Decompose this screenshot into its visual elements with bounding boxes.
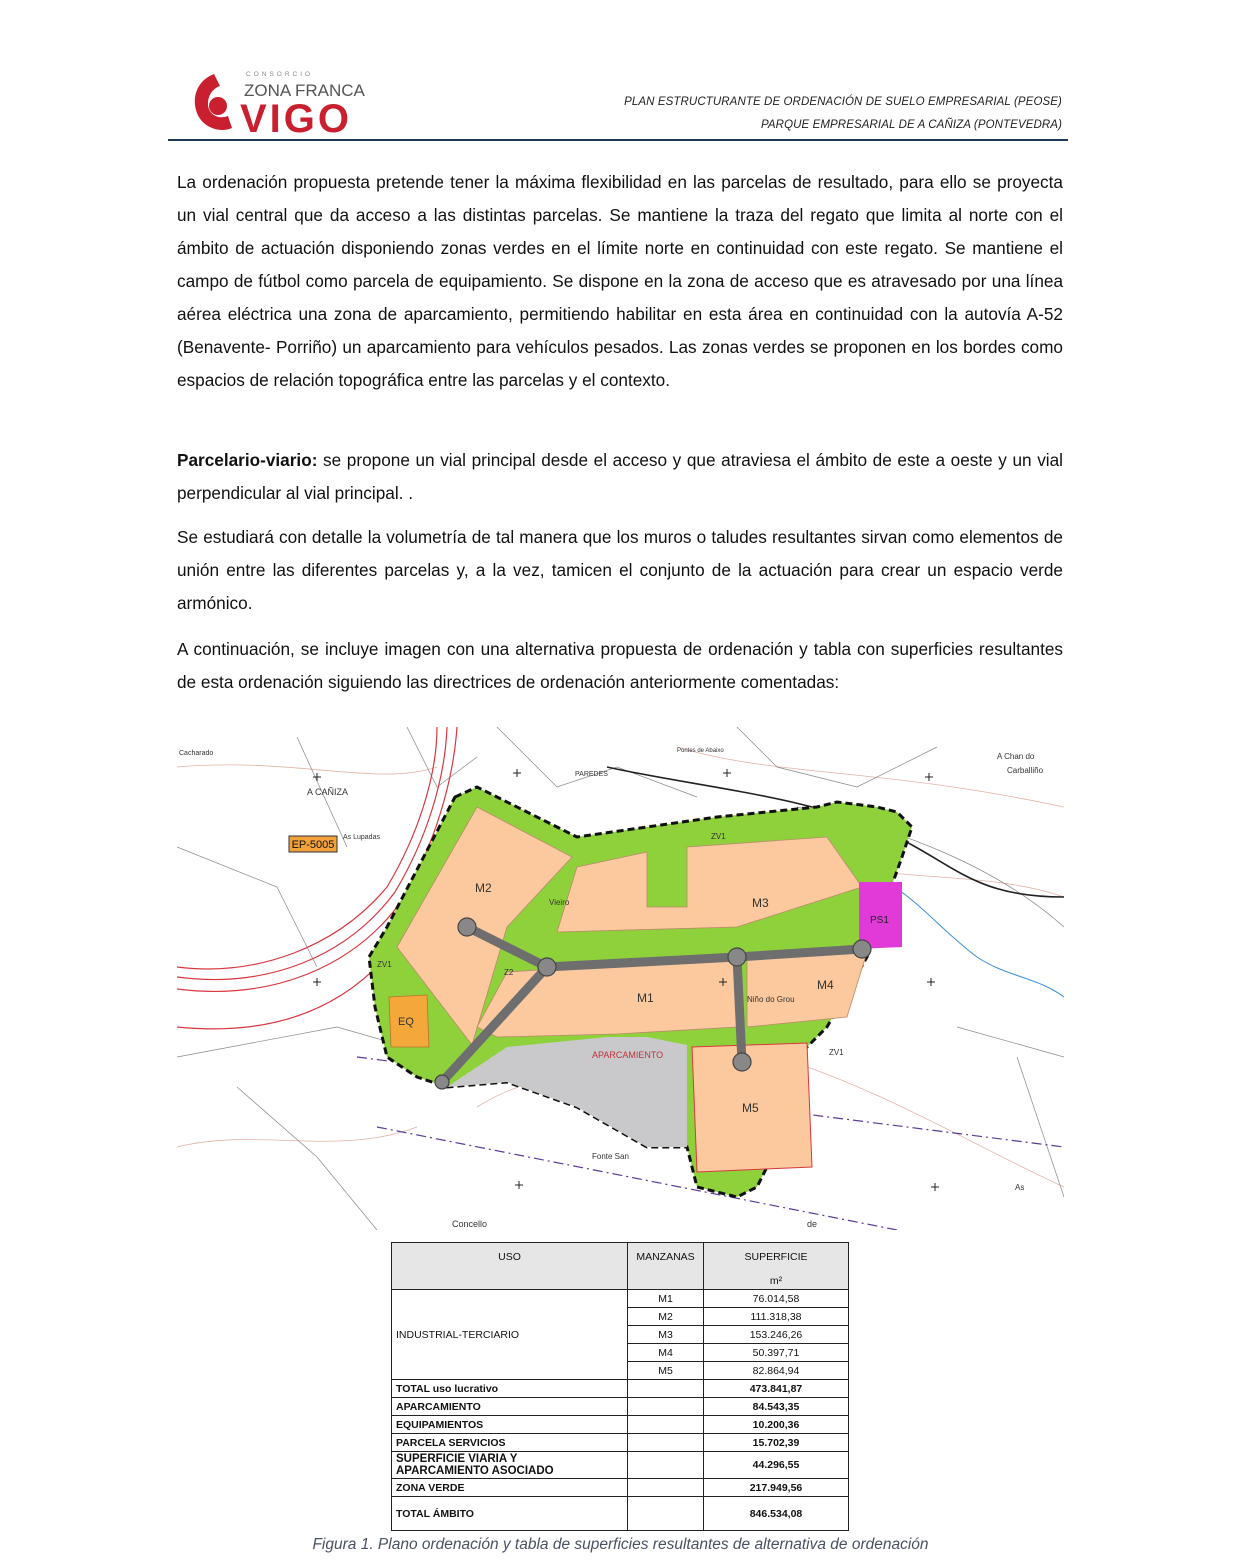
label-zv1-north: ZV1	[711, 832, 726, 841]
label-zv1-east: ZV1	[829, 1048, 844, 1057]
row-value: 84.543,35	[704, 1398, 849, 1416]
manzana-cell: M3	[628, 1326, 704, 1344]
label-concello: Concello	[452, 1219, 488, 1229]
row-label: SUPERFICIE VIARIA Y APARCAMIENTO ASOCIADO	[392, 1452, 628, 1479]
row-value: 846.534,08	[704, 1497, 849, 1531]
site-plan-svg	[177, 727, 1064, 1230]
label-as: As	[1015, 1183, 1025, 1192]
svg-text:ZONA FRANCA: ZONA FRANCA	[244, 81, 365, 100]
table-header-row	[392, 1243, 849, 1290]
figure-caption: Figura 1. Plano ordenación y tabla de superficies resultantes de alternativa de ordenación	[312, 1536, 929, 1553]
header-superficie: SUPERFICIE m²	[704, 1243, 849, 1290]
paragraph-parcelario-viario: Parcelario-viario: se propone un vial principal desde el acceso y que atraviesa el ámbito de este a oeste y un vial perpendicular al vial principal. .	[177, 450, 1063, 503]
table-row-zona-verde	[392, 1479, 849, 1497]
row-value: 44.296,55	[704, 1452, 849, 1479]
page-header	[168, 62, 1068, 142]
superficie-cell: 153.246,26	[704, 1326, 849, 1344]
superficie-cell: 50.397,71	[704, 1344, 849, 1362]
label-cacharado: Cacharado	[179, 750, 214, 757]
document-title-line2: PARQUE EMPRESARIAL DE A CAÑIZA (PONTEVEDRA)	[760, 119, 1062, 131]
industrial-label: INDUSTRIAL-TERCIARIO	[392, 1290, 628, 1380]
label-fonte: Fonte San	[592, 1152, 629, 1161]
plot-m4	[747, 952, 867, 1027]
manzana-cell: M1	[628, 1290, 704, 1308]
label-eq: EQ	[398, 1016, 414, 1028]
document-title-line1: PLAN ESTRUCTURANTE DE ORDENACIÓN DE SUELO EMPRESARIAL (PEOSE)	[624, 96, 1062, 108]
label-ninho: Niño do Grou	[747, 995, 795, 1004]
row-label: EQUIPAMIENTOS	[392, 1416, 628, 1434]
manzana-cell: M2	[628, 1308, 704, 1326]
label-m4: M4	[817, 978, 834, 992]
table-row-aparcamiento	[392, 1398, 849, 1416]
label-m1: M1	[637, 991, 654, 1005]
road-label: EP-5005	[291, 839, 335, 851]
label-aparcamiento: APARCAMIENTO	[592, 1050, 664, 1060]
label-carballino: Carballiño	[1007, 766, 1044, 775]
table-row-total-lucrativo	[392, 1380, 849, 1398]
label-m2: M2	[475, 881, 492, 895]
table-row-equipamientos	[392, 1416, 849, 1434]
superficie-cell: 82.864,94	[704, 1362, 849, 1380]
label-ps1: PS1	[870, 915, 889, 926]
label-chan: A Chan do	[997, 752, 1035, 761]
surface-table	[391, 1242, 849, 1531]
label-a-caniza: A CAÑIZA	[307, 787, 349, 797]
table-row	[392, 1290, 849, 1308]
row-value: 15.702,39	[704, 1434, 849, 1452]
manzana-cell: M5	[628, 1362, 704, 1380]
table-row-servicios	[392, 1434, 849, 1452]
row-label: APARCAMIENTO	[392, 1398, 628, 1416]
label-z2: Z2	[504, 968, 514, 977]
paragraph-volumetria: Se estudiará con detalle la volumetría de tal manera que los muros o taludes resultantes sirvan como elementos de unión entre las diferentes parcelas y, a la vez, tamicen el conjunto de la actuación para crear un espacio verde armónico.	[177, 527, 1063, 613]
paragraph-ordenacion: La ordenación propuesta pretende tener la máxima flexibilidad en las parcelas de resultado, para ello se proyecta un vial central que da acceso a las distintas parcelas. Se mantiene la traza del regato que limita al norte con el ámbito de actuación disponiendo zonas verdes en el límite norte en continuidad con este regato. Se mantiene el campo de fútbol como parcela de equipamiento. Se dispone en la zona de acceso que es atravesado por una línea aérea eléctrica una zona de aparcamiento, permitiendo habilitar en esta área en continuidad con la autovía A-52 (Benavente- Porriño) un aparcamiento para vehículos pesados. Las zonas verdes se proponen en los bordes como espacios de relación topográfica entre las parcelas y el contexto.	[177, 172, 1063, 390]
header-manzanas: MANZANAS	[628, 1243, 704, 1290]
row-label: TOTAL ÁMBITO	[392, 1497, 628, 1531]
label-de: de	[807, 1219, 818, 1229]
svg-text:CONSORCIO: CONSORCIO	[246, 71, 314, 78]
header-divider	[168, 139, 1068, 141]
zona-franca-vigo-logo	[184, 66, 384, 138]
label-paredes: PAREDES	[575, 771, 608, 778]
row-value: 217.949,56	[704, 1479, 849, 1497]
row-value: 10.200,36	[704, 1416, 849, 1434]
row-label: TOTAL uso lucrativo	[392, 1380, 628, 1398]
row-label: ZONA VERDE	[392, 1479, 628, 1497]
paragraph-heading: Parcelario-viario:	[177, 450, 318, 470]
row-value: 473.841,87	[704, 1380, 849, 1398]
header-uso: USO	[392, 1243, 628, 1290]
label-as-lupadas: As Lupadas	[343, 834, 380, 841]
label-pontes: Pontes de Abaixo	[677, 748, 724, 754]
label-m3: M3	[752, 896, 769, 910]
site-plan-map	[177, 727, 1064, 1230]
superficie-cell: 76.014,58	[704, 1290, 849, 1308]
row-label: PARCELA SERVICIOS	[392, 1434, 628, 1452]
table-row-viaria	[392, 1452, 849, 1479]
table-row-total-ambito	[392, 1497, 849, 1531]
superficie-cell: 111.318,38	[704, 1308, 849, 1326]
paragraph-introduccion-figura: A continuación, se incluye imagen con una alternativa propuesta de ordenación y tabla con superficies resultantes de esta ordenación siguiendo las directrices de ordenación anteriormente comentadas:	[177, 639, 1063, 692]
label-m5: M5	[742, 1101, 759, 1115]
svg-text:VIGO: VIGO	[240, 97, 353, 138]
label-zv1-west: ZV1	[377, 960, 392, 969]
header-unit: m²	[769, 1275, 783, 1287]
label-vieiro: Vieiro	[549, 898, 570, 907]
manzana-cell: M4	[628, 1344, 704, 1362]
